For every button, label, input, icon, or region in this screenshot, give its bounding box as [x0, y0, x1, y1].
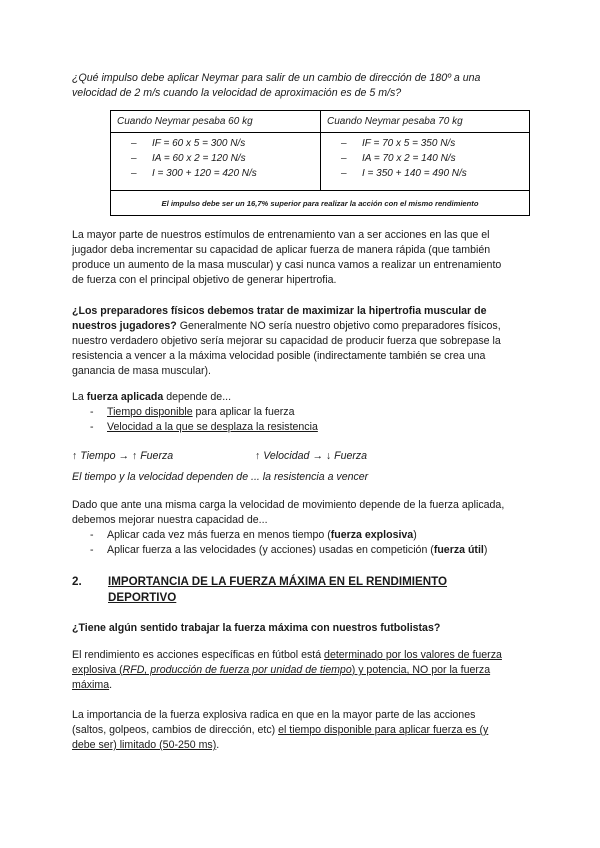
text-span: para aplicar la fuerza [192, 406, 295, 418]
formula-row [111, 153, 320, 168]
formula-row [321, 168, 529, 183]
text-span: La [72, 391, 87, 403]
paragraph-performance [72, 648, 502, 693]
text-span: Aplicar fuerza a las velocidades (y acciones) usadas en competición ( [107, 544, 434, 556]
bullet-marker: - [90, 421, 94, 433]
underlined-span: determinado por los valores de fuerza [324, 649, 502, 661]
text-line [72, 663, 502, 678]
paragraph-velocity-line2: debemos mejorar nuestra capacidad de... [72, 514, 268, 526]
section-title-line: DEPORTIVO [108, 591, 177, 604]
text-span: . [109, 679, 113, 691]
bold-term: fuerza explosiva [330, 529, 414, 541]
bold-term: fuerza útil [433, 544, 484, 556]
text-span: ) [483, 544, 488, 556]
formula-text: I = 350 + 140 = 490 N/s [362, 168, 467, 179]
underlined-term: Velocidad a la que se desplaza la resistencia [107, 421, 318, 433]
paragraph-training [72, 228, 501, 288]
text-line: La importancia de la fuerza explosiva radica en que en la mayor parte de las acciones [72, 709, 476, 721]
text-span: ) [413, 529, 417, 541]
paragraph-velocity: Dado que ante una misma carga la velocidad de movimiento depende de la fuerza aplicada, [72, 499, 505, 511]
table-cell-70kg [321, 133, 530, 191]
impulse-comparison-table [110, 110, 530, 216]
bullet-marker: - [90, 544, 94, 556]
text-span: . [216, 739, 220, 751]
text-span: Generalmente NO sería nuestro objetivo como preparadores físicos, [176, 320, 501, 332]
bullet-marker: - [90, 529, 94, 541]
text-span: El rendimiento es acciones específicas en fútbol está [72, 649, 325, 661]
text-line: de fuerza con el principal objetivo de generar hipertrofia. [72, 274, 337, 286]
relation-time-force: ↑ Tiempo → ↑ Fuerza [72, 450, 174, 462]
table-header-70kg: Cuando Neymar pesaba 70 kg [321, 111, 530, 133]
formula-row [321, 153, 529, 168]
underlined-span: máxima [72, 679, 110, 691]
table-header-60kg: Cuando Neymar pesaba 60 kg [111, 111, 321, 133]
underlined-span: debe ser) limitado (50-250 ms) [72, 739, 217, 751]
underlined-span: explosiva ( [72, 664, 123, 676]
section-title [108, 574, 447, 606]
italic-span: RFD, producción de fuerza por unidad de tiempo [122, 664, 352, 676]
formula-text: IF = 70 x 5 = 350 N/s [362, 138, 456, 149]
text-line: produce un aumento de la masa muscular) y casi nunca vamos a realizar un entrenamiento [72, 259, 502, 271]
text-line: resistencia a vencer a la máxima velocidad posible (indirectamente también se crea una [72, 350, 486, 362]
text-span: depende de... [163, 391, 232, 403]
bold-question-line: ¿Los preparadores físicos debemos tratar de maximizar la hipertrofia muscular de [72, 305, 487, 317]
relation-note: El tiempo y la velocidad dependen de ... la resistencia a vencer [72, 471, 369, 483]
formula-row [111, 168, 320, 183]
text-span: Aplicar cada vez más fuerza en menos tiempo ( [107, 529, 331, 541]
dash-marker: – [131, 153, 137, 164]
question-max-force: ¿Tiene algún sentido trabajar la fuerza máxima con nuestros futbolistas? [72, 622, 441, 634]
text-span: (saltos, golpeos, cambios de dirección, etc) [72, 724, 279, 736]
bullet-marker: - [90, 406, 94, 418]
table-cell-60kg [111, 133, 321, 191]
underlined-span: ) y potencia, NO por la fuerza [351, 664, 491, 676]
paragraph-explosive-importance [72, 708, 488, 753]
dash-marker: – [131, 138, 137, 149]
question-line-2: velocidad de 2 m/s cuando la velocidad de aproximación es de 5 m/s? [72, 87, 402, 99]
question-line-1: ¿Qué impulso debe aplicar Neymar para salir de un cambio de dirección de 180º a una [72, 72, 481, 84]
text-line [72, 723, 488, 738]
dash-marker: – [341, 138, 347, 149]
dash-marker: – [341, 168, 347, 179]
text-line [72, 738, 488, 753]
formula-text: IF = 60 x 5 = 300 N/s [152, 138, 246, 149]
underlined-term: Tiempo disponible [107, 406, 193, 418]
formula-row [321, 138, 529, 153]
underlined-span: el tiempo disponible para aplicar fuerza es (y [278, 724, 489, 736]
section-number: 2. [72, 575, 82, 588]
relation-velocity-force: ↑ Velocidad → ↓ Fuerza [255, 450, 368, 462]
text-line: ganancia de masa muscular). [72, 365, 211, 377]
formula-text: IA = 70 x 2 = 140 N/s [362, 153, 456, 164]
text-line: La mayor parte de nuestros estímulos de entrenamiento van a ser acciones en las que el [72, 229, 490, 241]
dash-marker: – [131, 168, 137, 179]
text-line [72, 319, 501, 334]
dash-marker: – [341, 153, 347, 164]
formula-row [111, 138, 320, 153]
formula-text: I = 300 + 120 = 420 N/s [152, 168, 257, 179]
table-footer-note: El impulso debe ser un 16,7% superior para realizar la acción con el mismo rendimiento [111, 191, 530, 216]
text-line [72, 648, 502, 663]
applied-force-intro [72, 390, 231, 405]
text-line [72, 678, 502, 693]
bold-question-end: nuestros jugadores? [72, 320, 177, 332]
bold-term: fuerza aplicada [86, 391, 164, 403]
text-line: nuestro verdadero objetivo sería mejorar su capacidad de producir fuerza que sobrepase la [72, 335, 501, 347]
paragraph-hypertrophy [72, 304, 501, 379]
section-title-line: IMPORTANCIA DE LA FUERZA MÁXIMA EN EL RENDIMIENTO [108, 575, 448, 588]
text-line: jugador deba incrementar su capacidad de aplicar fuerza de manera rápida (que también [72, 244, 491, 256]
formula-text: IA = 60 x 2 = 120 N/s [152, 153, 246, 164]
